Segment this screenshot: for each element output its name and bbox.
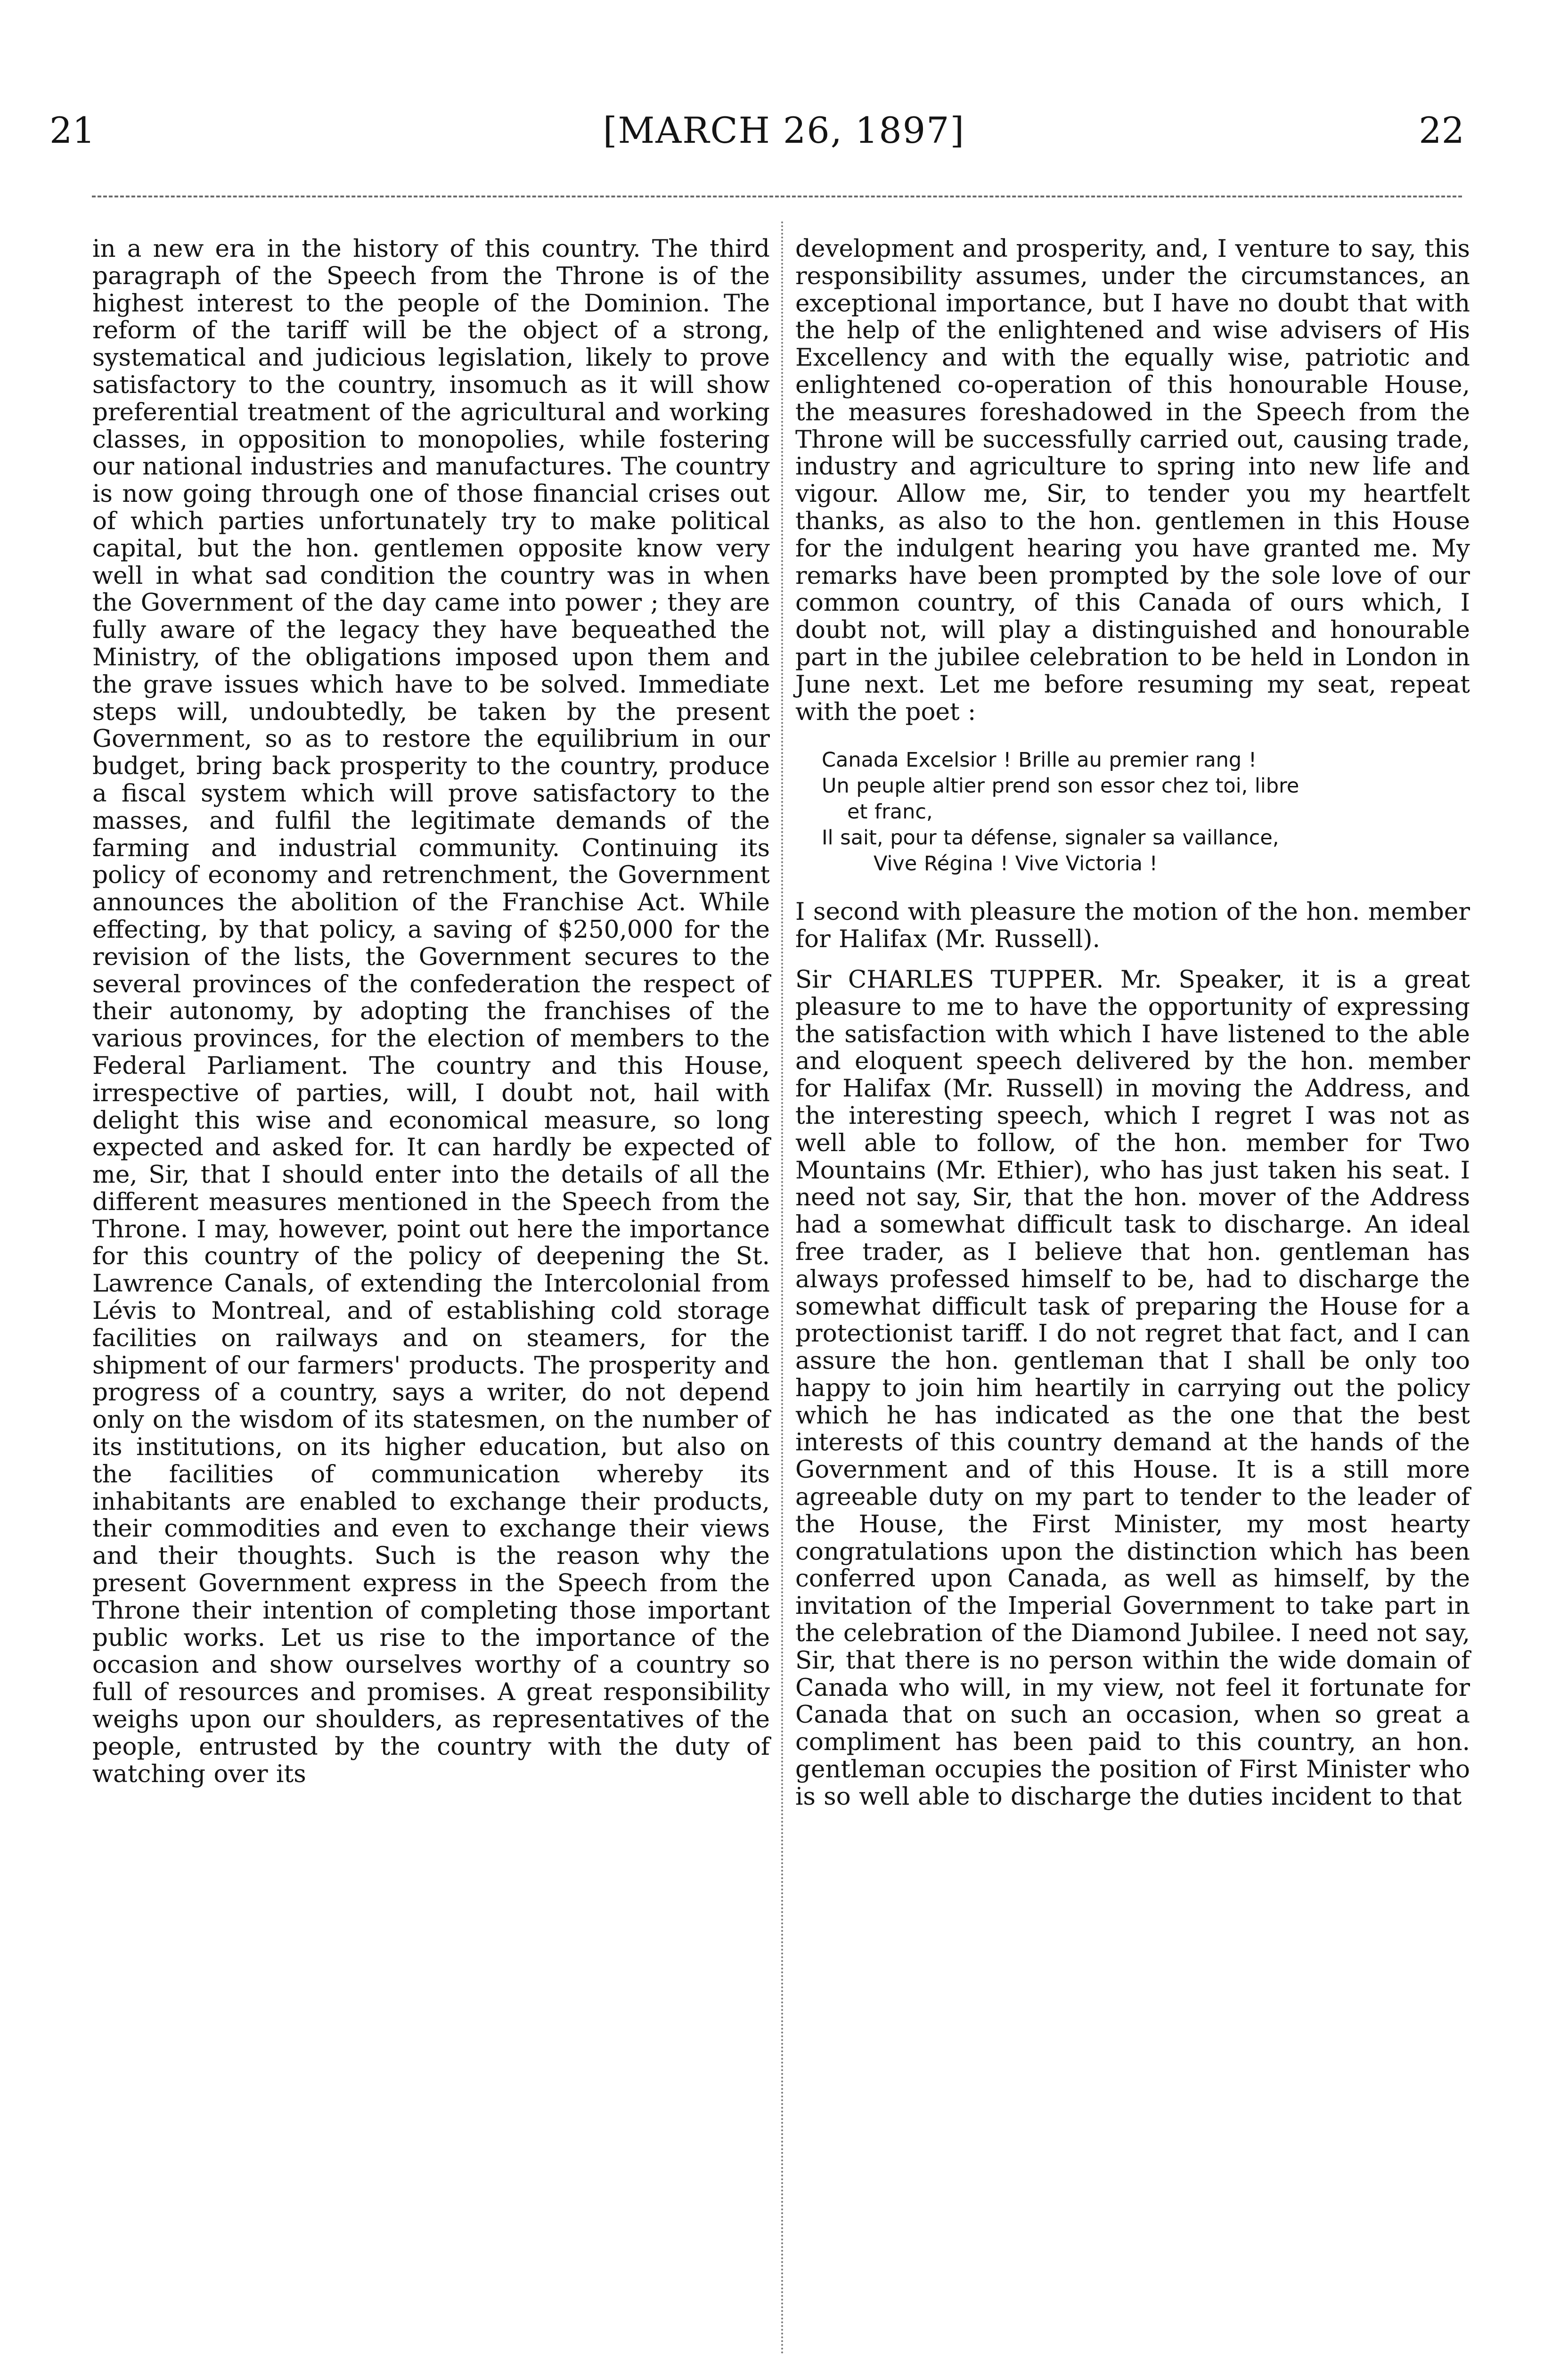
poem-line: Un peuple altier prend son essor chez toi, libre	[822, 774, 1299, 798]
right-paragraph-1: development and prosperity, and, I venture to say, this responsibility assumes, under the circumstances, an exceptional importance, but I have no doubt that with the help of the enlightened and wise advisers of His Excellency and with the equally wise, patriotic and enlightened co-operation of this honourable House, the measures foreshadowed in the Speech from the Throne will be successfully carried out, causing trade, industry and agriculture to spring into new life and vigour. Allow me, Sir, to tender you my heartfelt thanks, as also to the hon. gentlemen in this House for the indulgent hearing you have granted me. My remarks have been prompted by the sole love of our common country, of this Canada of ours which, I doubt not, will play a distinguished and honourable part in the jubilee celebration to be held in London in June next. Let me before resuming my seat, repeat with the poet :	[795, 235, 1470, 726]
right-column	[795, 236, 1470, 1811]
page-number-left: 21	[49, 109, 95, 151]
right-paragraph-2: I second with pleasure the motion of the hon. member for Halifax (Mr. Russell).	[795, 898, 1470, 954]
poem-line: Canada Excelsior ! Brille au premier rang !	[822, 748, 1257, 772]
column-divider	[781, 221, 783, 2356]
page-header	[0, 109, 1568, 175]
left-paragraph: in a new era in the history of this country. The third paragraph of the Speech from the Throne is of the highest interest to the people of the Dominion. The reform of the tariff will be the object of a strong, systematical and judicious legislation, likely to prove satisfactory to the country, insomuch as it will show preferential treatment of the agricultural and working classes, in opposition to monopolies, while fostering our national industries and manufactures. The country is now going through one of those financial crises out of which parties unfortunately try to make political capital, but the hon. gentlemen opposite know very well in what sad condition the country was in when the Government of the day came into power ; they are fully aware of the legacy they have bequeathed the Ministry, of the obligations imposed upon them and the grave issues which have to be solved. Immediate steps will, undoubtedly, be taken by the present Government, so as to restore the equilibrium in our budget, bring back prosperity to the country, produce a fiscal system which will prove satisfactory to the masses, and fulfil the legitimate demands of the farming and industrial community. Continuing its policy of economy and retrenchment, the Government announces the abolition of the Franchise Act. While effecting, by that policy, a saving of $250,000 for the revision of the lists, the Government secures to the several provinces of the confederation the respect of their autonomy, by adopting the franchises of the various provinces, for the election of members to the Federal Parliament. The country and this House, irrespective of parties, will, I doubt not, hail with delight this wise and economical measure, so long expected and asked for. It can hardly be expected of me, Sir, that I should enter into the details of all the different measures mentioned in the Speech from the Throne. I may, however, point out here the importance for this country of the policy of deepening the St. Lawrence Canals, of extending the Intercolonial from Lévis to Montreal, and of establishing cold storage facilities on railways and on steamers, for the shipment of our farmers' products. The prosperity and progress of a country, says a writer, do not depend only on the wisdom of its statesmen, on the number of its institutions, on its higher education, but also on the facilities of communication whereby its inhabitants are enabled to exchange their products, their commodities and even to exchange their views and their thoughts. Such is the reason why the present Government express in the Speech from the Throne their intention of completing those important public works. Let us rise to the importance of the occasion and show ourselves worthy of a country so full of resources and promises. A great responsibility weighs upon our shoulders, as representatives of the people, entrusted by the country with the duty of watching over its	[92, 235, 770, 1788]
poem-line: et franc,	[847, 800, 933, 824]
page-date-title: [MARCH 26, 1897]	[603, 109, 965, 151]
page-number-right: 22	[1419, 109, 1464, 151]
header-rule	[92, 196, 1462, 197]
left-column	[92, 236, 770, 1788]
poem-line: Vive Régina ! Vive Victoria !	[874, 852, 1158, 876]
speaker-name: Sir CHARLES TUPPER.	[795, 965, 1104, 994]
speech-paragraph	[795, 966, 1470, 1811]
right-paragraph-3: Mr. Speaker, it is a great pleasure to me to have the opportunity of expressing the satisfaction with which I have listened to the able and eloquent speech delivered by the hon. member for Halifax (Mr. Russell) in moving the Address, and the interesting speech, which I regret I was not as well able to follow, of the hon. member for Two Mountains (Mr. Ethier), who has just taken his seat. I need not say, Sir, that the hon. mover of the Address had a somewhat difficult task to discharge. An ideal free trader, as I believe that hon. gentleman has always professed himself to be, had to discharge the somewhat difficult task of preparing the House for a protectionist tariff. I do not regret that fact, and I can assure the hon. gentleman that I shall be only too happy to join him heartily in carrying out the policy which he has indicated as the one that the best interests of this country demand at the hands of the Government and of this House. It is a still more agreeable duty on my part to tender to the leader of the House, the First Minister, my most hearty congratulations upon the distinction which has been conferred upon Canada, as well as himself, by the invitation of the Imperial Government to take part in the celebration of the Diamond Jubilee. I need not say, Sir, that there is no person within the wide domain of Canada who will, in my view, not feel it fortunate for Canada that on such an occasion, when so great a compliment has been paid to this country, an hon. gentleman occupies the position of First Minister who is so well able to discharge the duties incident to that	[795, 965, 1470, 1811]
poem-quote	[822, 747, 1470, 877]
poem-line: Il sait, pour ta défense, signaler sa vaillance,	[822, 826, 1279, 850]
